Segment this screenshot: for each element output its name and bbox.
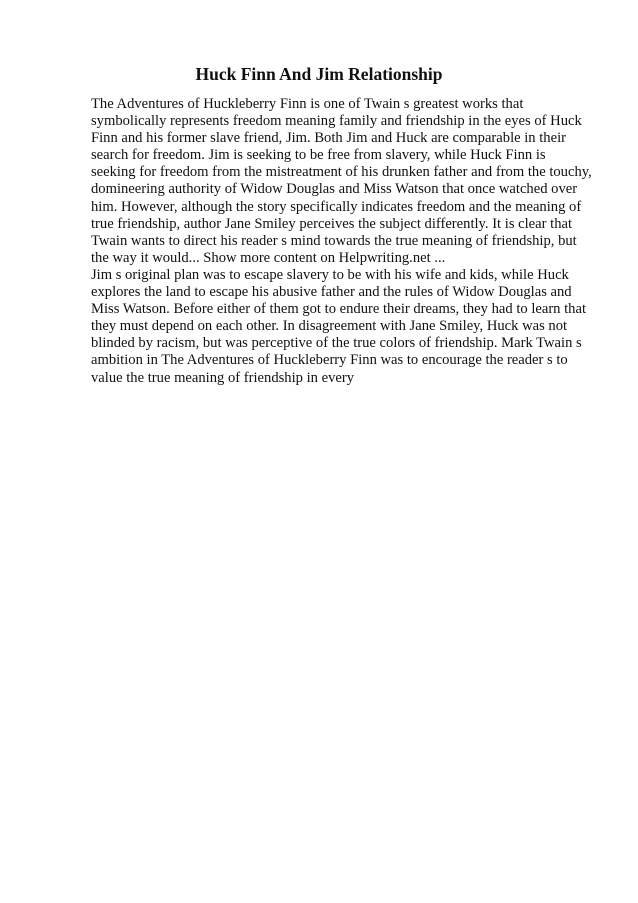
body-line: Miss Watson. Before either of them got to endure their dreams, they had to learn that — [91, 301, 587, 318]
body-line: value the true meaning of friendship in every — [91, 369, 355, 386]
body-line: symbolically represents freedom meaning family and friendship in the eyes of Huck — [91, 113, 582, 130]
body-line: blinded by racism, but was perceptive of the true colors of friendship. Mark Twain s — [91, 335, 582, 352]
body-line: him. However, although the story specifically indicates freedom and the meaning of — [91, 198, 582, 215]
body-line: they must depend on each other. In disagreement with Jane Smiley, Huck was not — [91, 318, 568, 335]
body-line: Twain wants to direct his reader s mind towards the true meaning of friendship, but — [91, 232, 577, 249]
body-line: true friendship, author Jane Smiley perceives the subject differently. It is clear that — [91, 215, 573, 232]
body-line: seeking for freedom from the mistreatment of his drunken father and from the touchy, — [91, 164, 592, 181]
body-line: explores the land to escape his abusive father and the rules of Widow Douglas and — [91, 284, 572, 301]
document-body — [91, 96, 611, 387]
body-line: The Adventures of Huckleberry Finn is one of Twain s greatest works that — [91, 96, 524, 112]
body-line: domineering authority of Widow Douglas and Miss Watson that once watched over — [91, 181, 578, 198]
body-line: the way it would... Show more content on Helpwriting.net ... — [91, 249, 446, 266]
body-line: Finn and his former slave friend, Jim. Both Jim and Huck are comparable in their — [91, 130, 566, 147]
body-line: search for freedom. Jim is seeking to be free from slavery, while Huck Finn is — [91, 147, 546, 164]
document-title: Huck Finn And Jim Relationship — [195, 64, 443, 84]
body-line: ambition in The Adventures of Huckleberry Finn was to encourage the reader s to — [91, 352, 568, 369]
body-line: Jim s original plan was to escape slavery to be with his wife and kids, while Huck — [91, 266, 569, 283]
